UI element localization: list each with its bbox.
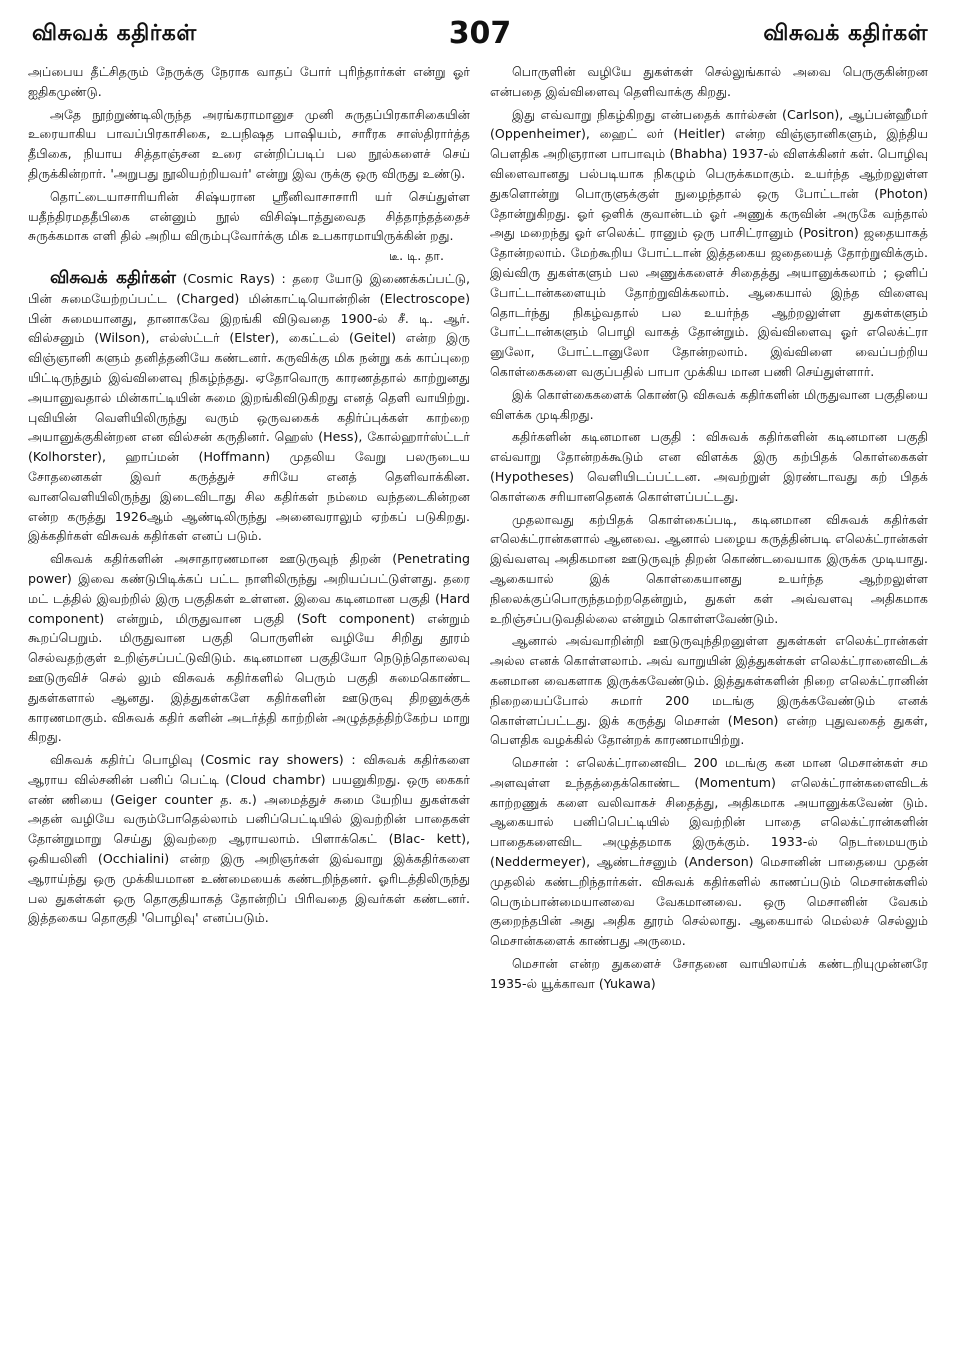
paragraph-hard-component: கதிர்களின் கடினமான பகுதி : விசுவக் கதிர்களின் கடினமான பகுதி எவ்வாறு தோன்றக்கூடும் என விளக்க இரு கற்பிதக் கொள்கைகள் (Hypotheses) வெளியிடப்பட்டன. அவற்றுள் இரண்டாவது கற் பிதக் கொள்கை சரியானதெனக் கொள்ளப்பட்டது. — [490, 429, 928, 504]
page-number: 307 — [448, 16, 512, 51]
paragraph-cosmic-ray-showers: விசுவக் கதிர்ப் பொழிவு (Cosmic ray showers) : விசுவக் கதிர்களை ஆராய வில்சனின் பனிப் பெட்டி (Cloud chambr) பயனுகிறது. ஒரு கைகர் எண் ணியை (Geiger counter த. க.) அமைத்துச் சுமை யேறிய துகள்கள் அதன் வழியே வரும்போதெல்லாம் பனிப்பெட்டியில் இவற்றின் பாதைகள் தோன்றுமாறு செய்து இவற்றை ஆராயலாம். பிளாக்கெட் (Blac- kett), ஒகியலினி (Occhialini) என்ற இரு அறிஞர்கள் இவ்வாறு இக்கதிர்களை ஆராய்ந்து ஒரு முக்கியமான உண்மையைக் கண்டறிந்தனர். ஓரிடத்திலிருந்து பல துகள்கள் ஒரு தொகுதியாகத் தோன்றிப் பிரிவதை இவர்கள் கண்டனர். இத்தகைய தொகுதி 'பொழிவு' எனப்படும். — [28, 752, 470, 926]
left-column — [28, 62, 470, 1352]
entry-text: (Cosmic Rays) : தரை யோடு இணைக்கப்பட்டு, பின் சுமையேற்றப்பட்ட (Charged) மின்காட்டியொன்றின் (Electroscope) பின் சுமையானது, தானாகவே இறங்கி விடுவதை 1900-ல் சீ. டி. ஆர். வில்சனும் (Wilson), எல்ஸ்ட்டர் (Elster), கைட்டல் (Geitel) என்ற இரு விஞ்ஞானி களும் தனித்தனியே கண்டனர். கருவிக்கு மிக நன்று கக் காப்புறை யிட்டிருந்தும் இவ்விளைவு நிகழ்ந்தது. ஏதோவொரு காரணத்தால் காற்றுனது அயானுவதால் மின்காட்டியின் சுமை இறங்கிவிடுகிறது எனத் தெளி வாயிற்று. புவியின் வெளியிலிருந்து வரும் ஒருவகைக் கதிர்ப்புக்கள் காற்றை அயானுக்குகின்றன என வில்சன் கருதினர். ஹெஸ் (Hess), கோல்ஹார்ஸ்ட்டர் (Kolhorster), ஹாப்மன் (Hoffmann) முதலிய வேறு பலருடைய சோதனைகள் இவர் கருத்துச் சரியே எனத் தெளிவாக்கின. வானவெளியிலிருந்து இடைவிடாது சில கதிர்கள் நம்மை வந்தடைகின்றன என்ற கருத்து 1926ஆம் ஆண்டிலிருந்து அனைவராலும் ஏற்கப் படுகிறது. இக்கதிர்கள் விசுவக் கதிர்கள் எனப் படும். — [28, 270, 470, 544]
entry-heading: விசுவக் கதிர்கள் — [50, 267, 176, 288]
paragraph-aranga-ramanuja: அதே நூற்றுண்டிலிருந்த அரங்கராமானுச முனி சுருதப்பிரகாசிகையின் உரையாகிய பாவப்பிரகாசிகை, உபநிஷத பாஷியம், சாரீரக சாஸ்திரார்த்த தீபிகை, நியாய சித்தாஞ்சன உரை என்றிப்படிப் பல நூல்களைச் செய் திருக்கின்றார். 'அறுபது நூலியற்றியவர்' என்று இவ ருக்கு ஒரு விருது உண்டு. — [28, 106, 470, 181]
page-header — [26, 14, 934, 54]
paragraph-first-hypothesis: முதலாவது கற்பிதக் கொள்கைப்படி, கடினமான விசுவக் கதிர்கள் எலெக்ட்ரான்களால் ஆனவை. ஆனால் பழைய கருத்தின்படி எலெக்ட்ரான்கள் இவ்வளவு அதிகமான ஊடுருவுந் திறன் கொண்டவையாக இருக்க முடியாது. ஆகையால் இக் கொள்கையானது உயர்ந்த ஆற்றலுள்ள நிலைக்குப்பொருந்தமற்றதென்றும், துகள் கள் அவ்வளவு அதிகமாக உறிஞ்சப்படுவதில்லை என்றும் கொள்ளவேண்டும். — [490, 511, 928, 626]
running-title-right: விசுவக் கதிர்கள் — [763, 21, 928, 46]
paragraph-yukawa: மெசான் என்ற துகளைச் சோதனை வாயிலாய்க் கண்டறியுமுன்னரே 1935-ல் யூக்காவா (Yukawa) — [490, 956, 928, 991]
paragraph-yatindramata-dipika — [28, 187, 470, 266]
paragraph-text: தொட்டையாசாரியரின் சிஷ்யரான ஸ்ரீனிவாசாசாரி யர் செய்துள்ள யதீந்திரமததீபிகை என்னும் நூல் விசிஷ்டாத்துவைத சித்தாந்தத்தைச் சுருக்கமாக எளி தில் அறிய விரும்புவோர்க்கு மிக உபகாரமாயிருக்கின் றது. — [28, 188, 470, 244]
right-column — [490, 62, 928, 1352]
paragraph-shower-theory: இது எவ்வாறு நிகழ்கிறது என்பதைக் கார்ல்சன் (Carlson), ஆப்பன்ஹீமர் (Oppenheimer), ஹைட் லர் (Heitler) என்ற விஞ்ஞானிகளும், இந்திய பௌதிக அறிஞரான பாபாவும் (Bhabha) 1937-ல் விளக்கினர் கள். பொழிவு விளைவானது பல்படியாக நிகழும் பெருக்கமாகும். உயர்ந்த ஆற்றலுள்ள துகளொன்று பொருளுக்குள் நுழைந்தால் ஒரு போட்டான் (Photon) தோன்றுகிறது. ஓர் ஒளிக் குவான்டம் ஓர் அணுக் கருவின் அருகே வந்தால் அது மறைந்து ஓர் எலெக்ட் ரானும் ஒரு பாசிட்ரானும் (Positron) ஜதையாகத் தோன்றலாம். மேற்கூறிய போட்டான் இத்தகைய ஜதையைத் தோற்றுவிக்கும். இவ்விரு துகள்களும் பல அணுக்களைச் சிதைத்து அயானுக்கலாம் ; ஒளிப் போட்டான்களையும் தோற்றுவிக்கலாம். ஆகையால் இந்த விளைவு தொடர்ந்து நிகழ்வதால் பல உயர்ந்த ஆற்றலுள்ள துகள்களும் போட்டான்களும் பொழி வாகத் தோன்றும். இவ்விளைவு ஓர் எலெக்ட்ரா னுலோ, போட்டானுலோ தோன்றலாம். இவ்விளை வைப்பற்றிய கொள்கைகளை வகுப்பதில் பாபா முக்கிய மான பணி செய்துள்ளார். — [490, 106, 928, 379]
author-initials: டீ. டி. தா. — [389, 248, 444, 264]
paragraph-penetrating-power: விசுவக் கதிர்களின் அசாதாரணமான ஊடுருவுந் திறன் (Penetrating power) இவை கண்டுபிடிக்கப் பட்ட நாளிலிருந்து அறியப்பட்டுள்ளது. தரை மட் டத்தில் இவற்றில் இரு பகுதிகள் உள்ளன. இவை கடினமான பகுதி (Hard component) என்றும், மிருதுவான பகுதி (Soft component) என்றும் கூறப்பெறும். மிருதுவான பகுதி பொருளின் வழியே சிறிது தூரம் செல்வதற்குள் உறிஞ்சப்பட்டுவிடும். கடினமான பகுதியோ நெடுந்தொலைவு ஊடுருவிச் செல் லும் விசுவக் கதிர்களில் பெரும் பகுதி சுமைகொண்ட துகள்களால் ஆனது. இத்துகள்களே கதிர்களின் ஊடுருவு திறனுக்குக் காரணமாகும். விசுவக் கதிர் களின் அடர்த்தி காற்றின் அழுத்தத்திற்கேற்ப மாறு கிறது. — [28, 551, 470, 745]
paragraph-meson: மெசான் : எலெக்ட்ரானைவிட 200 மடங்கு கன மான மெசான்கள் சம அளவுள்ள உந்தத்தைக்கொண்ட (Momentum) எலெக்ட்ரான்களைவிடக் காற்றணுக் களை வலிவாகச் சிதைத்து, அதிகமாக அயானுக்கவேண் டும். ஆகையால் பனிப்பெட்டியில் இவற்றின் பாதை எலெக்ட்ரான்களின் பாதைகளைவிட அழுத்தமாக இருக்கும். 1933-ல் நெடர்மையரும் (Neddermeyer), ஆண்டர்சனும் (Anderson) மெசானின் பாதையை முதன் முதலில் கண்டறிந்தார்கள். விசுவக் கதிர்களில் காணப்படும் மெசான்களில் பெரும்பான்மையானவை வேகமானவை. ஒரு மெசானின் வேகம் குறைந்தபின் அது அதிக தூரம் செல்லாது. ஆகையால் மெல்லச் செல்லும் மெசான்களைக் காண்பது அருமை. — [490, 755, 928, 949]
paragraph-continuation: அப்பைய தீட்சிதரும் நேருக்கு நேராக வாதப் போர் புரிந்தார்கள் என்று ஓர் ஐதிகமுண்டு. — [28, 64, 470, 99]
paragraph-second-hypothesis: ஆனால் அவ்வாறின்றி ஊடுருவுந்திறனுள்ள துகள்கள் எலெக்ட்ரான்கள் அல்ல எனக் கொள்ளலாம். அவ் வாறுயின் இத்துகள்கள் எலெக்ட்ரானைவிடக் கனமான வைகளாக இருக்கவேண்டும். இத்துகள்களின் நிறை எலெக்ட்ரானின் நிறையைப்போல் சுமார் 200 மடங்கு இருக்கவேண்டும் எனக் கொள்ளப்பட்டது. இக் கருத்து மெசான் (Meson) என்ற புதுவகைத் துகள், பௌதிக வழக்கில் தோன்றக் காரணமாயிற்று. — [490, 633, 928, 748]
paragraph-soft-component: இக் கொள்கைகளைக் கொண்டு விசுவக் கதிர்களின் மிருதுவான பகுதியை விளக்க முடிகிறது. — [490, 386, 928, 422]
running-title-left: விசுவக் கதிர்கள் — [32, 21, 197, 46]
entry-cosmic-rays — [28, 269, 470, 546]
paragraph-shower-effect: பொருளின் வழியே துகள்கள் செல்லுங்கால் அவை பெருகுகின்றன என்பதை இவ்விளைவு தெளிவாக்கு கிறது. — [490, 64, 928, 99]
